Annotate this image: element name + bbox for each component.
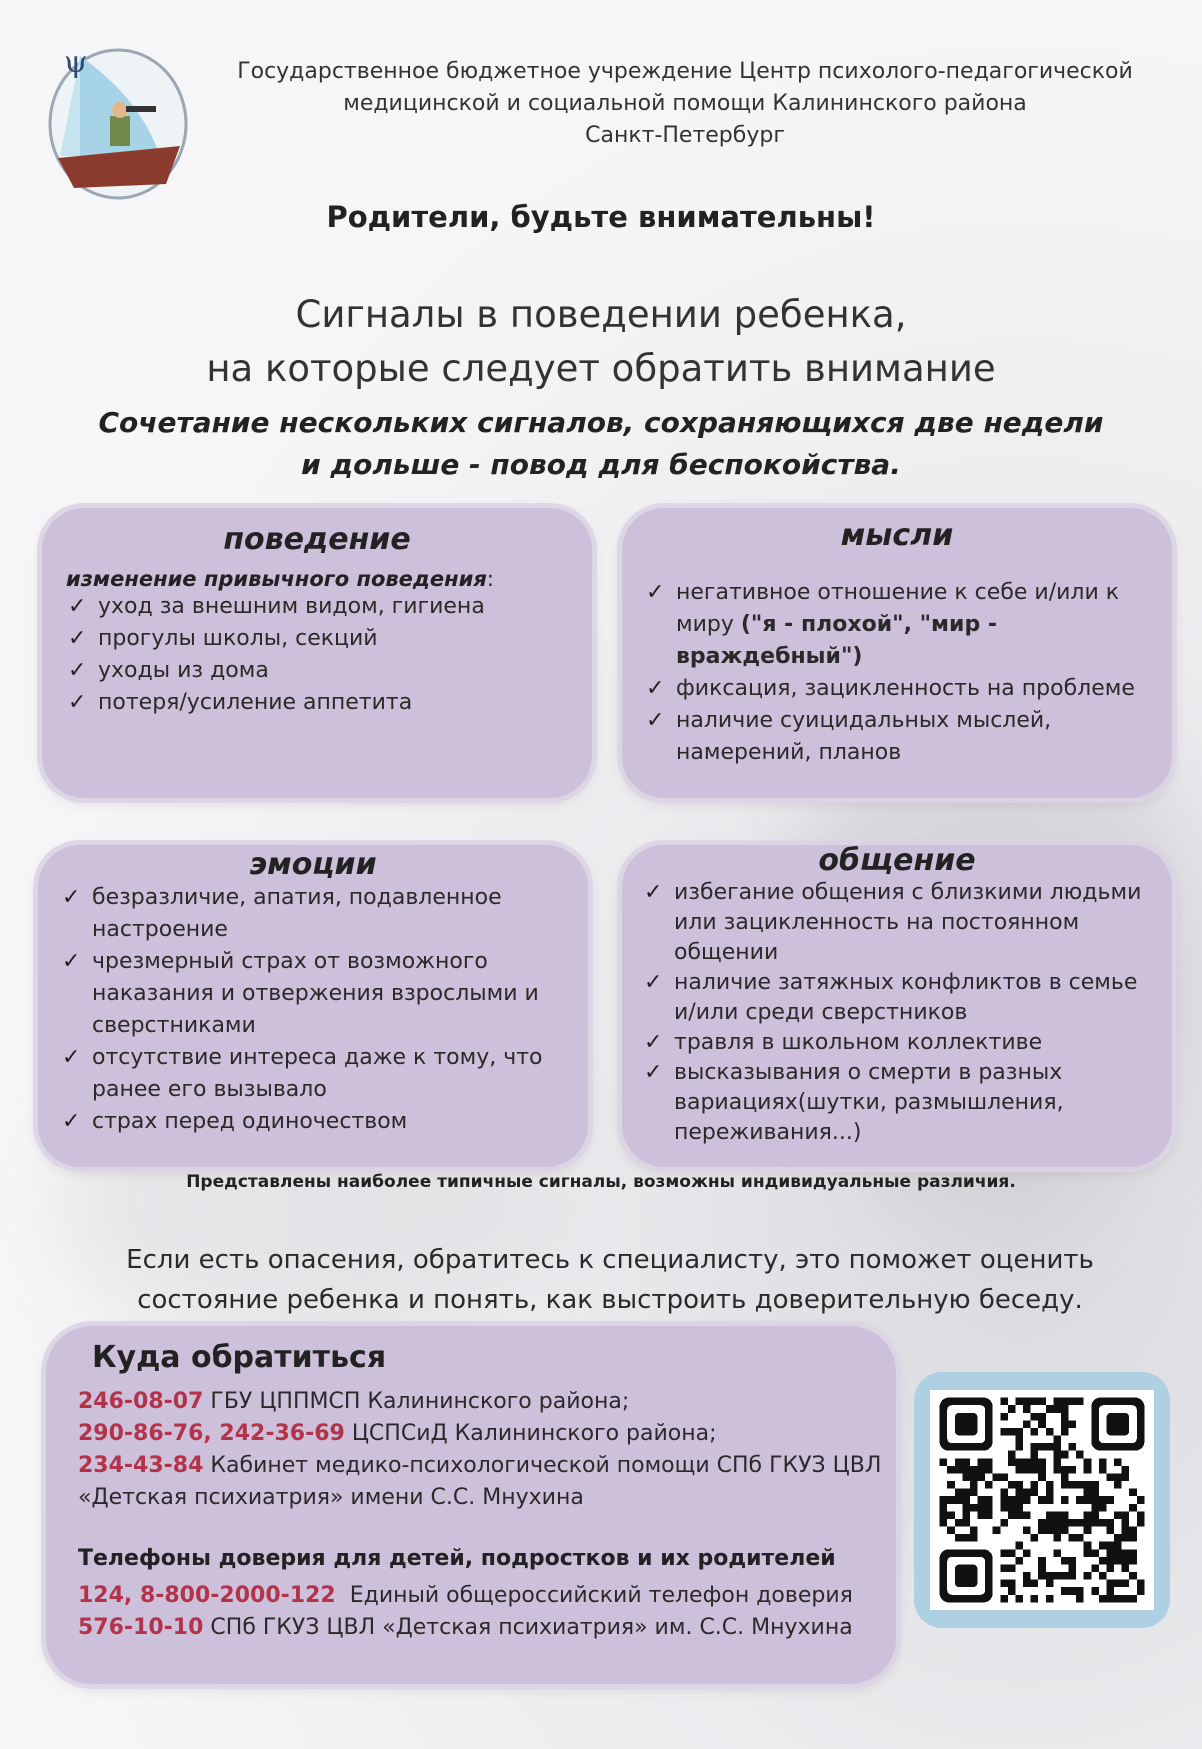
check-icon: ✓: [644, 880, 663, 905]
list-item: ✓ уходы из дома: [68, 655, 592, 687]
list-item: ✓ негативное отношение к себе и/или к миру ("я - плохой", "мир - враждебный"): [646, 577, 1152, 673]
hotline-row: 576-10-10 СПб ГКУЗ ЦВЛ «Детская психиатрия» им. С.С. Мнухина: [78, 1615, 853, 1640]
card-title: мысли: [840, 518, 954, 553]
list-item: ✓ наличие затяжных конфликтов в семье и/или среди сверстников: [644, 970, 1138, 1025]
disclaimer-note: Представлены наиболее типичные сигналы, возможны индивидуальные различия.: [186, 1172, 1016, 1192]
headline: Родители, будьте внимательны!: [326, 200, 876, 234]
card-behavior: [42, 508, 592, 798]
card-title: эмоции: [249, 847, 377, 882]
list-item: ✓ отсутствие интереса даже к тому, что ранее его вызывало: [62, 1042, 548, 1106]
list-item: ✓ избегание общения с близкими людьми или зацикленность на постоянном общении: [644, 880, 1142, 965]
check-icon: ✓: [62, 949, 81, 974]
list-item: ✓ уход за внешним видом, гигиена: [68, 591, 592, 623]
card-emotions: [38, 845, 588, 1167]
contact-row: 246-08-07 ГБУ ЦППМСП Калининского района;: [78, 1389, 630, 1414]
list-item: ✓ страх перед одиночеством: [62, 1106, 548, 1138]
list-item: ✓ прогулы школы, секций: [68, 623, 592, 655]
check-icon: ✓: [62, 1045, 81, 1070]
check-icon: ✓: [644, 1030, 663, 1055]
check-icon: ✓: [646, 676, 665, 701]
card-title: общение: [818, 843, 976, 878]
check-icon: ✓: [646, 580, 665, 605]
card-title: поведение: [223, 522, 411, 557]
advice-text: Если есть опасения, обратитесь к специалисту, это поможет оценить состояние ребенка и понять, как выстроить доверительную беседу.: [126, 1245, 1094, 1315]
qr-code-icon: [930, 1390, 1154, 1610]
contacts-title: Куда обратиться: [92, 1340, 387, 1375]
check-icon: ✓: [62, 1109, 81, 1134]
subtitle: Сочетание нескольких сигналов, сохраняющихся две недели и дольше - повод для беспокойства.: [98, 406, 1104, 481]
check-icon: ✓: [68, 658, 87, 683]
check-icon: ✓: [68, 594, 87, 619]
check-icon: ✓: [68, 626, 87, 651]
card-lead: изменение привычного поведения:: [66, 567, 494, 591]
list-item: ✓ фиксация, зацикленность на проблеме: [646, 673, 1152, 705]
list-item: ✓ потеря/усиление аппетита: [68, 687, 592, 719]
organization-name: Государственное бюджетное учреждение Центр психолого-педагогической медицинской и социальной помощи Калининского района Санкт-Петербург: [237, 59, 1133, 148]
check-icon: ✓: [646, 708, 665, 733]
list-item: ✓ высказывания о смерти в разных вариациях(шутки, размышления, переживания...): [644, 1060, 1064, 1145]
list-item: ✓ чрезмерный страх от возможного наказания и отвержения взрослыми и сверстниками: [62, 946, 548, 1042]
contact-row: 290-86-76, 242-36-69 ЦСПСиД Калининского района;: [78, 1421, 717, 1446]
card-communication: [622, 845, 1172, 1167]
check-icon: ✓: [644, 1060, 663, 1085]
list-item: ✓ наличие суицидальных мыслей, намерений, планов: [646, 705, 1152, 769]
contact-row: 234-43-84 Кабинет медико-психологической помощи СПб ГКУЗ ЦВЛ: [78, 1453, 882, 1478]
svg-text:ψ: ψ: [64, 45, 88, 80]
hotline-row: 124, 8-800-2000-122 Единый общероссийский телефон доверия: [78, 1583, 853, 1608]
check-icon: ✓: [62, 885, 81, 910]
check-icon: ✓: [644, 970, 663, 995]
list-item: ✓ травля в школьном коллективе: [644, 1028, 1152, 1058]
list-item: ✓ безразличие, апатия, подавленное настроение: [62, 882, 548, 946]
qr-code-frame: [914, 1372, 1170, 1628]
contacts-panel: [46, 1326, 896, 1684]
contact-row: «Детская психиатрия» имени С.С. Мнухина: [78, 1485, 584, 1510]
check-icon: ✓: [68, 690, 87, 715]
card-thoughts: [622, 508, 1172, 798]
page-title: Сигналы в поведении ребенка, на которые следует обратить внимание: [206, 293, 996, 390]
hotline-title: Телефоны доверия для детей, подростков и их родителей: [78, 1546, 836, 1571]
sailboat-logo-icon: [40, 38, 190, 202]
